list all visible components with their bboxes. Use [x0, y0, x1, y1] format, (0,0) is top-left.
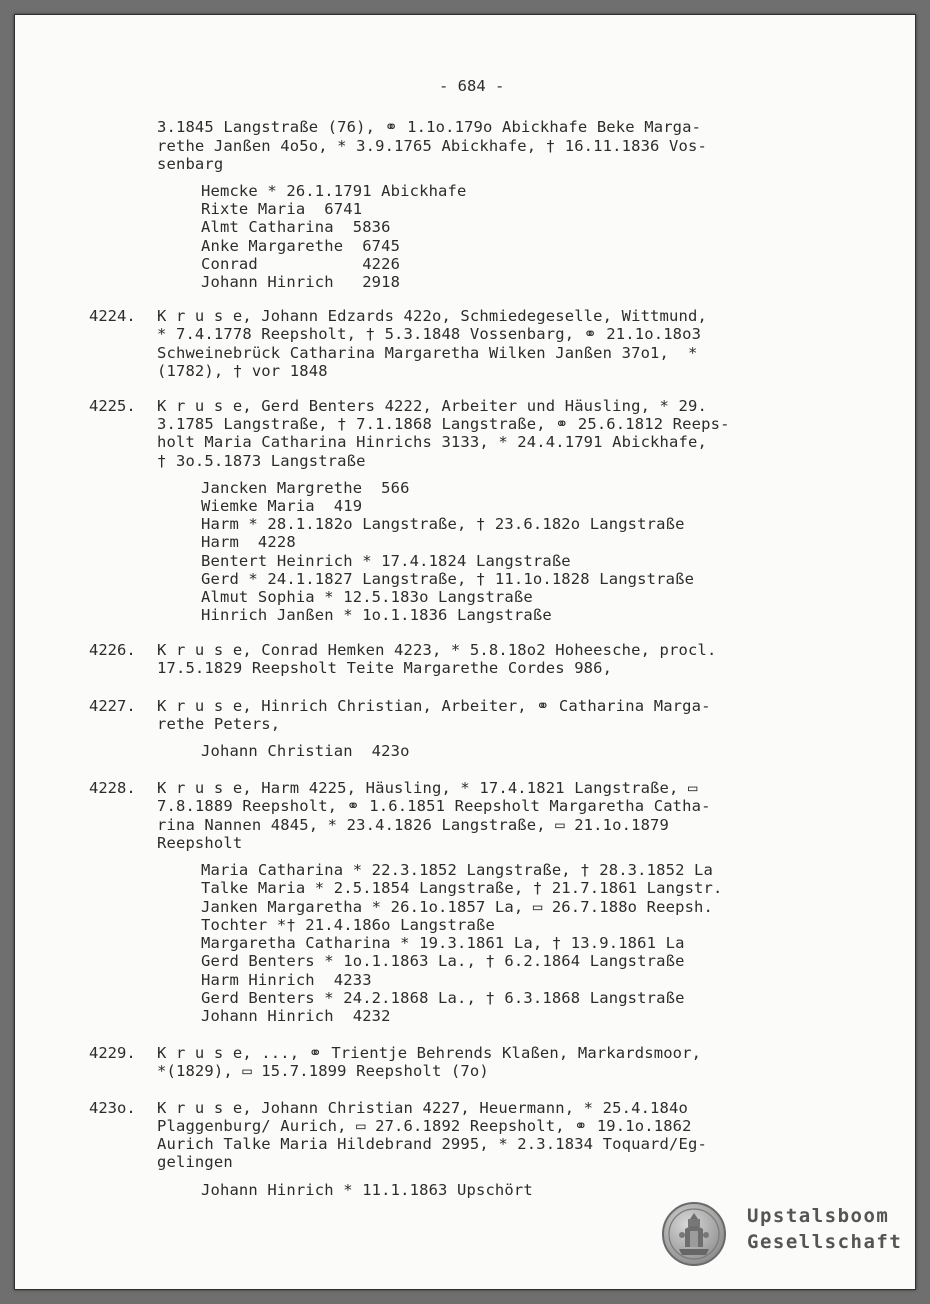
child-line: Hemcke * 26.1.1791 Abickhafe	[201, 182, 467, 200]
entry-line: K r u s e, Conrad Hemken 4223, * 5.8.18o2 Hoheesche, procl.	[157, 641, 717, 659]
child-line: Rixte Maria 6741	[201, 200, 363, 218]
entry-line: K r u s e, Johann Edzards 422o, Schmiedegeselle, Wittmund,	[157, 307, 707, 325]
entry-number: 4227.	[89, 697, 136, 715]
entry-number: 4225.	[89, 397, 136, 415]
child-line: Jancken Margrethe 566	[201, 479, 410, 497]
child-line: Margaretha Catharina * 19.3.1861 La, † 13.9.1861 La	[201, 934, 685, 952]
child-line: Talke Maria * 2.5.1854 Langstraße, † 21.7.1861 Langstr.	[201, 879, 723, 897]
entry-line: rethe Peters,	[157, 715, 281, 733]
child-line: Harm * 28.1.182o Langstraße, † 23.6.182o Langstraße	[201, 515, 685, 533]
child-line: Harm Hinrich 4233	[201, 971, 372, 989]
child-line: Johann Hinrich * 11.1.1863 Upschört	[201, 1181, 533, 1199]
entry-line: K r u s e, Gerd Benters 4222, Arbeiter und Häusling, * 29.	[157, 397, 707, 415]
entry-line: senbarg	[157, 155, 224, 173]
entry-line: gelingen	[157, 1153, 233, 1171]
child-line: Tochter *† 21.4.186o Langstraße	[201, 916, 495, 934]
entry-line: Reepsholt	[157, 834, 243, 852]
entry-line: K r u s e, Hinrich Christian, Arbeiter, ⚭ Catharina Marga-	[157, 697, 711, 715]
child-line: Gerd Benters * 24.2.1868 La., † 6.3.1868 Langstraße	[201, 989, 685, 1007]
child-line: Anke Margarethe 6745	[201, 237, 401, 255]
entry-number: 4229.	[89, 1044, 136, 1062]
entry-line: K r u s e, Johann Christian 4227, Heuermann, * 25.4.184o	[157, 1099, 688, 1117]
document-page	[14, 14, 916, 1290]
entry-number: 4228.	[89, 779, 136, 797]
entry-number: 423o.	[89, 1099, 136, 1117]
child-line: Johann Hinrich 4232	[201, 1007, 391, 1025]
page-number: - 684 -	[439, 77, 505, 95]
child-line: Johann Christian 423o	[201, 742, 410, 760]
entry-line: 7.8.1889 Reepsholt, ⚭ 1.6.1851 Reepsholt Margaretha Catha-	[157, 797, 711, 815]
entry-line: * 7.4.1778 Reepsholt, † 5.3.1848 Vossenbarg, ⚭ 21.1o.18o3	[157, 325, 702, 343]
child-line: Almt Catharina 5836	[201, 218, 391, 236]
child-line: Maria Catharina * 22.3.1852 Langstraße, † 28.3.1852 La	[201, 861, 714, 879]
entry-line: † 3o.5.1873 Langstraße	[157, 452, 366, 470]
logo-line-1: Upstalsboom	[747, 1205, 890, 1227]
logo-line-2: Gesellschaft	[747, 1231, 903, 1253]
entry-line: Aurich Talke Maria Hildebrand 2995, * 2.3.1834 Toquard/Eg-	[157, 1135, 707, 1153]
upstalsboom-logo	[661, 1201, 909, 1279]
child-line: Bentert Heinrich * 17.4.1824 Langstraße	[201, 552, 571, 570]
entry-line: *(1829), ▭ 15.7.1899 Reepsholt (7o)	[157, 1062, 489, 1080]
entry-line: K r u s e, Harm 4225, Häusling, * 17.4.1821 Langstraße, ▭	[157, 779, 698, 797]
document-body	[15, 15, 916, 1290]
child-line: Hinrich Janßen * 1o.1.1836 Langstraße	[201, 606, 552, 624]
entry-number: 4226.	[89, 641, 136, 659]
child-line: Wiemke Maria 419	[201, 497, 363, 515]
entry-number: 4224.	[89, 307, 136, 325]
child-line: Harm 4228	[201, 533, 296, 551]
entry-line: Plaggenburg/ Aurich, ▭ 27.6.1892 Reepsholt, ⚭ 19.1o.1862	[157, 1117, 692, 1135]
seal-icon	[661, 1201, 727, 1267]
child-line: Gerd * 24.1.1827 Langstraße, † 11.1o.1828 Langstraße	[201, 570, 695, 588]
child-line: Gerd Benters * 1o.1.1863 La., † 6.2.1864 Langstraße	[201, 952, 685, 970]
child-line: Janken Margaretha * 26.1o.1857 La, ▭ 26.7.188o Reepsh.	[201, 898, 714, 916]
entry-line: (1782), † vor 1848	[157, 362, 328, 380]
child-line: Almut Sophia * 12.5.183o Langstraße	[201, 588, 533, 606]
entry-line: 3.1785 Langstraße, † 7.1.1868 Langstraße, ⚭ 25.6.1812 Reeps-	[157, 415, 730, 433]
entry-line: holt Maria Catharina Hinrichs 3133, * 24.4.1791 Abickhafe,	[157, 433, 707, 451]
entry-line: rethe Janßen 4o5o, * 3.9.1765 Abickhafe, † 16.11.1836 Vos-	[157, 137, 707, 155]
entry-line: Schweinebrück Catharina Margaretha Wilken Janßen 37o1, *	[157, 344, 698, 362]
entry-line: 17.5.1829 Reepsholt Teite Margarethe Cordes 986,	[157, 659, 613, 677]
entry-line: 3.1845 Langstraße (76), ⚭ 1.1o.179o Abickhafe Beke Marga-	[157, 118, 702, 136]
child-line: Johann Hinrich 2918	[201, 273, 401, 291]
entry-line: K r u s e, ..., ⚭ Trientje Behrends Klaßen, Markardsmoor,	[157, 1044, 702, 1062]
entry-line: rina Nannen 4845, * 23.4.1826 Langstraße, ▭ 21.1o.1879	[157, 816, 670, 834]
child-line: Conrad 4226	[201, 255, 401, 273]
